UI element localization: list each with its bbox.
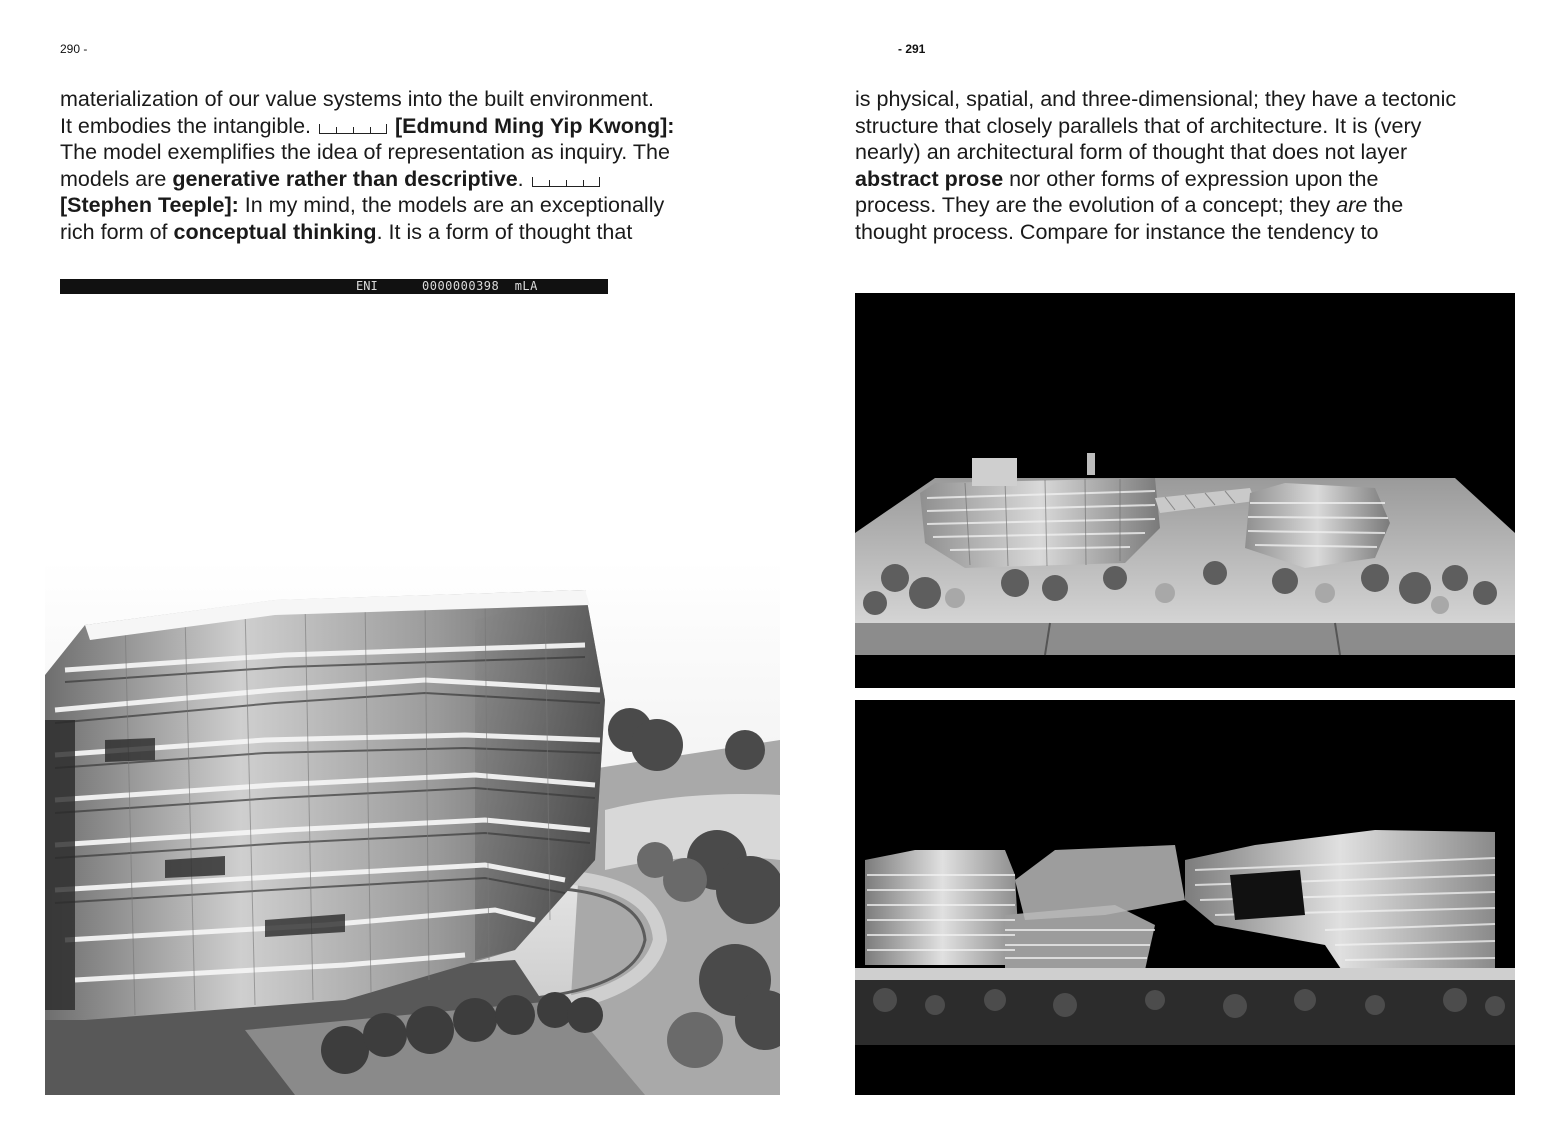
speaker-name: [Stephen Teeple]:	[60, 193, 239, 217]
code-label: ENI	[356, 279, 378, 293]
text-line: The model exemplifies the idea of representation as inquiry. The	[60, 140, 670, 164]
text-line: structure that closely parallels that of architecture. It is (very	[855, 113, 1422, 138]
text-line: materialization of our value systems into the built environment.	[60, 87, 654, 111]
text-line: thought process. Compare for instance the tendency to	[855, 219, 1379, 244]
speaker-name: [Edmund Ming Yip Kwong]:	[394, 113, 675, 138]
emphasis-text: abstract prose	[855, 166, 1004, 191]
emphasis-text: conceptual thinking	[173, 219, 377, 244]
text-line: abstract prose nor other forms of expression upon the	[855, 166, 1379, 191]
model-side-view-image	[855, 700, 1515, 1095]
text-line: nearly) an architectural form of thought that does not layer	[855, 140, 1408, 164]
site-model-photo	[855, 293, 1515, 688]
italic-text: are	[1336, 193, 1368, 217]
code-number: 0000000398 mLA	[422, 279, 538, 293]
text-line: process. They are the evolution of a concept; they are the	[855, 193, 1404, 217]
page-number-right: - 291	[898, 42, 926, 56]
model-closeup-image	[45, 560, 780, 1095]
model-photo-closeup	[45, 560, 780, 1095]
emphasis-text: generative rather than descriptive	[172, 166, 518, 191]
ruler-mark	[319, 124, 387, 134]
body-text-right	[855, 86, 1545, 245]
text-line: It embodies the intangible. [Edmund Ming Yip Kwong]:	[60, 113, 675, 138]
text-line: models are generative rather than descriptive.	[60, 166, 750, 193]
text-line: is physical, spatial, and three-dimensional; they have a tectonic	[855, 87, 1457, 111]
site-model-image	[855, 293, 1515, 688]
ruler-mark	[532, 177, 600, 187]
body-text-left	[60, 86, 750, 245]
model-side-view-photo	[855, 700, 1515, 1095]
code-strip	[60, 279, 608, 294]
text-line: [Stephen Teeple]: In my mind, the models are an exceptionally	[60, 193, 665, 217]
page-number-left: 290 -	[60, 42, 88, 56]
text-line: rich form of conceptual thinking. It is a form of thought that	[60, 219, 633, 244]
